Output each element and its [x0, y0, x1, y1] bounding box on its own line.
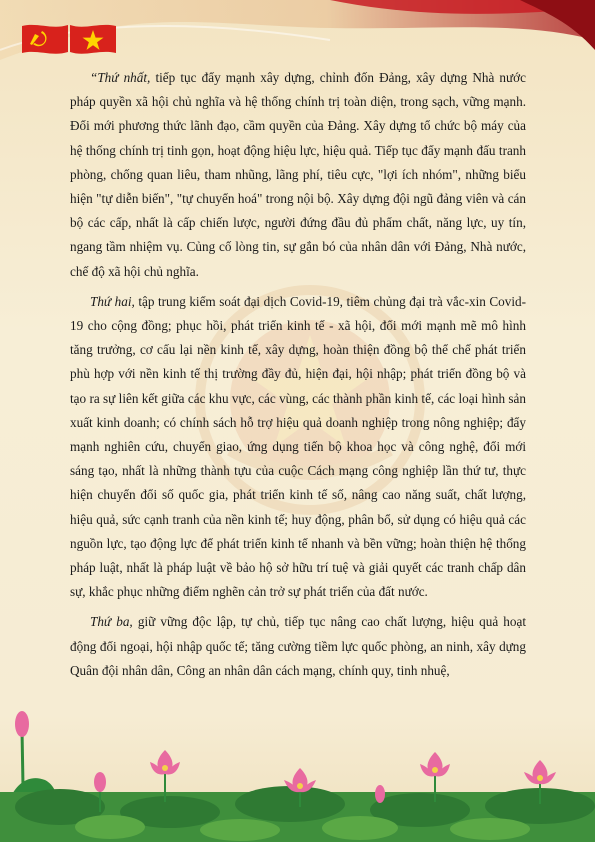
paragraph-text: giữ vững độc lập, tự chủ, tiếp tục nâng cao chất lượng, hiệu quả hoạt động đối ngoại, hội nhập quốc tế; tăng cường tiềm lực quốc phòng, an ninh, xây dựng Quân đội nhân dân, Công an nhân dân cách mạng, chính quy, tinh nhuệ,: [70, 614, 527, 678]
party-flag-icon: [22, 22, 68, 56]
paragraph-text: tập trung kiểm soát đại dịch Covid-19, tiêm chủng đại trà vắc-xin Covid-19 cho cộng đồng; phục hồi, phát triển kinh tế - xã hội, đổi mới mạnh mẽ mô hình tăng trưởng, cơ cấu lại nền kinh tế, xây dựng, hoàn thiện đồng bộ thể chế phát triển phù hợp với nền kinh tế thị trường đầy đủ, hiện đại, hội nhập; phát triển đồng bộ và tạo ra sự liên kết giữa các khu vực, các vùng, các thành phần kinh tế, các loại hình sản xuất kinh doanh; có chính sách hỗ trợ hiệu quả doanh nghiệp trong nông nghiệp; đẩy mạnh nghiên cứu, chuyển giao, ứng dụng tiến bộ khoa học và công nghệ, đổi mới sáng tạo, nhất là những thành tựu của cuộc Cách mạng công nghiệp lần thứ tư, thực hiện chuyển đổi số quốc gia, phát triển kinh tế số, nâng cao năng suất, chất lượng, hiệu quả, sức cạnh tranh của nền kinh tế; huy động, phân bổ, sử dụng có hiệu quả các nguồn lực, tạo động lực để phát triển kinh tế nhanh và bền vững; hoàn thiện hệ thống pháp luật, nhất là pháp luật về bảo hộ sở hữu trí tuệ và giải quyết các tranh chấp dân sự, khắc phục những điểm nghẽn cản trở sự phát triển của đất nước.: [70, 293, 526, 600]
paragraph-second: [70, 290, 526, 605]
paragraph-lead: Thứ hai,: [90, 293, 135, 309]
document-body: [70, 66, 526, 689]
paragraph-lead: “Thứ nhất,: [90, 70, 151, 85]
lotus-decoration: [0, 732, 595, 842]
paragraph-first: [70, 66, 526, 284]
paragraph-text: tiếp tục đẩy mạnh xây dựng, chỉnh đốn Đảng, xây dựng Nhà nước pháp quyền xã hội chủ nghĩa và hệ thống chính trị toàn diện, trong sạch, vững mạnh. Đổi mới phương thức lãnh đạo, cầm quyền của Đảng. Xây dựng tổ chức bộ máy của hệ thống chính trị tinh gọn, hoạt động hiệu lực, hiệu quả. Tiếp tục đẩy mạnh đấu tranh phòng, chống quan liêu, tham nhũng, lãng phí, tiêu cực, "lợi ích nhóm", những biểu hiện "tự diễn biến", "tự chuyển hoá" trong nội bộ. Xây dựng đội ngũ đảng viên và cán bộ các cấp, nhất là cấp chiến lược, người đứng đầu đủ phẩm chất, năng lực, uy tín, ngang tầm nhiệm vụ. Củng cố lòng tin, sự gắn bó của nhân dân với Đảng, Nhà nước, chế độ xã hội chủ nghĩa.: [70, 70, 526, 279]
paragraph-third: [70, 610, 526, 683]
paragraph-lead: Thứ ba,: [90, 614, 133, 630]
vietnam-flag-icon: [70, 22, 116, 56]
